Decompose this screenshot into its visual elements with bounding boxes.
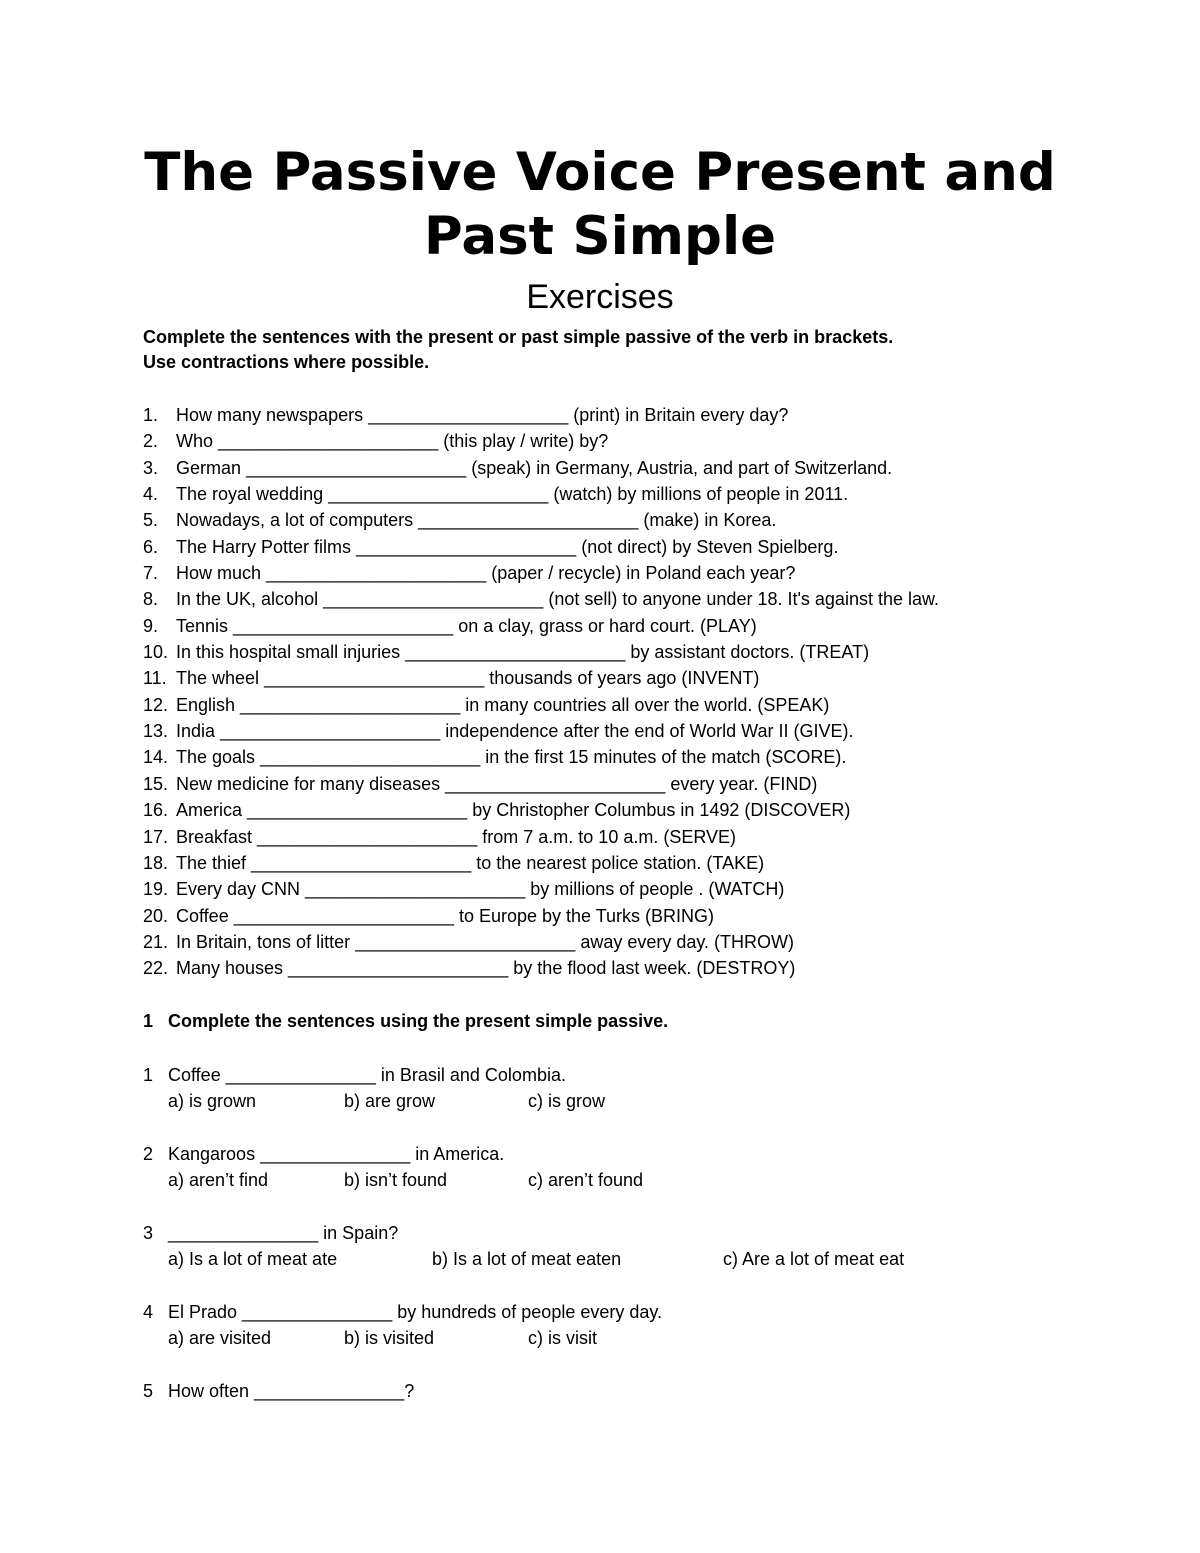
item-text: Many houses ______________________ by the flood last week. (DESTROY)	[176, 958, 796, 979]
multiple-choice-question	[143, 1062, 1093, 1114]
item-number: 3.	[143, 457, 159, 478]
item-number: 18.	[143, 852, 169, 873]
item-number: 19.	[143, 879, 169, 900]
exercise-item	[143, 718, 1143, 744]
item-text: New medicine for many diseases ______________________ every year. (FIND)	[176, 773, 818, 794]
question-number: 1	[143, 1065, 154, 1085]
item-number: 2.	[143, 431, 159, 452]
item-text: India ______________________ independence after the end of World War II (GIVE).	[176, 721, 854, 742]
question-number: 2	[143, 1144, 154, 1164]
exercise-1-list	[143, 402, 1143, 982]
multiple-choice-question	[143, 1141, 1093, 1193]
item-number: 7.	[143, 563, 159, 584]
item-text: In this hospital small injuries ______________________ by assistant doctors. (TREAT)	[176, 642, 870, 663]
option-b: b) is visited	[344, 1328, 435, 1348]
item-text: The wheel ______________________ thousands of years ago (INVENT)	[176, 668, 760, 689]
option-a: a) Is a lot of meat ate	[168, 1249, 338, 1269]
page-subtitle: Exercises	[526, 278, 674, 316]
item-text: How many newspapers ____________________ (print) in Britain every day?	[176, 405, 789, 425]
option-c: c) aren’t found	[528, 1170, 644, 1190]
option-c: c) Are a lot of meat eat	[723, 1249, 905, 1269]
option-c: c) is visit	[528, 1328, 597, 1348]
item-text: Tennis ______________________ on a clay, grass or hard court. (PLAY)	[176, 615, 757, 636]
question-text: El Prado _______________ by hundreds of people every day.	[168, 1302, 663, 1322]
answer-options	[143, 1246, 1093, 1272]
item-number: 13.	[143, 721, 169, 742]
exercise-item	[143, 903, 1143, 929]
option-b: b) are grow	[344, 1091, 436, 1111]
item-text: German ______________________ (speak) in Germany, Austria, and part of Switzerland.	[176, 457, 893, 478]
question-number: 4	[143, 1302, 154, 1322]
question-number: 3	[143, 1223, 154, 1243]
exercise-2-number: 1	[143, 1011, 154, 1031]
exercise-item	[143, 560, 1143, 586]
item-number: 10.	[143, 642, 169, 663]
item-number: 1.	[143, 405, 159, 425]
item-text: The Harry Potter films ______________________ (not direct) by Steven Spielberg.	[176, 536, 839, 557]
item-text: In Britain, tons of litter ______________________ away every day. (THROW)	[176, 931, 795, 952]
question-text: _______________ in Spain?	[168, 1223, 399, 1243]
exercise-2-heading	[143, 1009, 668, 1033]
item-text: The thief ______________________ to the nearest police station. (TAKE)	[176, 852, 765, 873]
option-c: c) is grow	[528, 1091, 606, 1111]
item-text: English ______________________ in many countries all over the world. (SPEAK)	[176, 694, 830, 715]
item-number: 6.	[143, 536, 159, 557]
option-a: a) is grown	[168, 1091, 257, 1111]
item-text: Who ______________________ (this play / write) by?	[176, 431, 609, 452]
answer-options	[143, 1088, 1093, 1114]
multiple-choice-question	[143, 1220, 1093, 1272]
item-text: Coffee ______________________ to Europe by the Turks (BRING)	[176, 905, 715, 926]
question-number: 5	[143, 1381, 154, 1401]
exercise-item	[143, 455, 1143, 481]
question-text: Kangaroos _______________ in America.	[168, 1144, 505, 1164]
item-text: Breakfast ______________________ from 7 a.m. to 10 a.m. (SERVE)	[176, 826, 737, 847]
item-number: 16.	[143, 800, 169, 821]
item-number: 22.	[143, 958, 169, 979]
item-number: 14.	[143, 747, 169, 768]
page-title-line-1: The Passive Voice Present and	[144, 142, 1056, 203]
exercise-item	[143, 534, 1143, 560]
item-number: 15.	[143, 773, 169, 794]
item-number: 12.	[143, 694, 169, 715]
answer-options	[143, 1325, 1093, 1351]
multiple-choice-question	[143, 1378, 1093, 1404]
item-number: 21.	[143, 931, 169, 952]
question-text: How often _______________?	[168, 1381, 415, 1401]
exercise-item	[143, 402, 1143, 428]
option-a: a) aren’t find	[168, 1170, 269, 1190]
exercise-item	[143, 428, 1143, 454]
exercise-item	[143, 639, 1143, 665]
question-text: Coffee _______________ in Brasil and Colombia.	[168, 1065, 566, 1085]
exercise-item	[143, 744, 1143, 770]
exercise-item	[143, 692, 1143, 718]
exercise-item	[143, 507, 1143, 533]
item-number: 20.	[143, 905, 169, 926]
exercise-item	[143, 955, 1143, 981]
exercise-item	[143, 771, 1143, 797]
page-title-line-2: Past Simple	[423, 206, 777, 267]
exercise-item	[143, 876, 1143, 902]
answer-options	[143, 1167, 1093, 1193]
option-a: a) are visited	[168, 1328, 272, 1348]
instructions-line-1: Complete the sentences with the present or past simple passive of the verb in brackets.	[143, 327, 894, 347]
exercise-item	[143, 850, 1143, 876]
item-text: How much ______________________ (paper / recycle) in Poland each year?	[176, 563, 796, 584]
instructions-line-2: Use contractions where possible.	[143, 352, 430, 372]
item-text: The royal wedding ______________________ (watch) by millions of people in 2011.	[176, 484, 849, 505]
exercise-item	[143, 824, 1143, 850]
item-text: In the UK, alcohol ______________________ (not sell) to anyone under 18. It's against the law.	[176, 589, 939, 610]
item-text: Every day CNN ______________________ by millions of people . (WATCH)	[176, 879, 785, 900]
item-number: 11.	[143, 668, 167, 689]
option-b: b) isn’t found	[344, 1170, 448, 1190]
multiple-choice-question	[143, 1299, 1093, 1351]
item-text: The goals ______________________ in the first 15 minutes of the match (SCORE).	[176, 747, 847, 768]
item-number: 8.	[143, 589, 159, 610]
item-text: Nowadays, a lot of computers ______________________ (make) in Korea.	[176, 510, 777, 531]
item-number: 17.	[143, 826, 169, 847]
exercise-item	[143, 613, 1143, 639]
exercise-item	[143, 797, 1143, 823]
item-number: 9.	[143, 615, 159, 636]
item-number: 4.	[143, 484, 159, 505]
exercise-item	[143, 929, 1143, 955]
option-b: b) Is a lot of meat eaten	[432, 1249, 622, 1269]
item-text: America ______________________ by Christopher Columbus in 1492 (DISCOVER)	[176, 800, 851, 821]
item-number: 5.	[143, 510, 159, 531]
exercise-item	[143, 665, 1143, 691]
exercise-item	[143, 481, 1143, 507]
exercise-item	[143, 586, 1143, 612]
exercise-2-heading-text: Complete the sentences using the present simple passive.	[168, 1011, 669, 1031]
